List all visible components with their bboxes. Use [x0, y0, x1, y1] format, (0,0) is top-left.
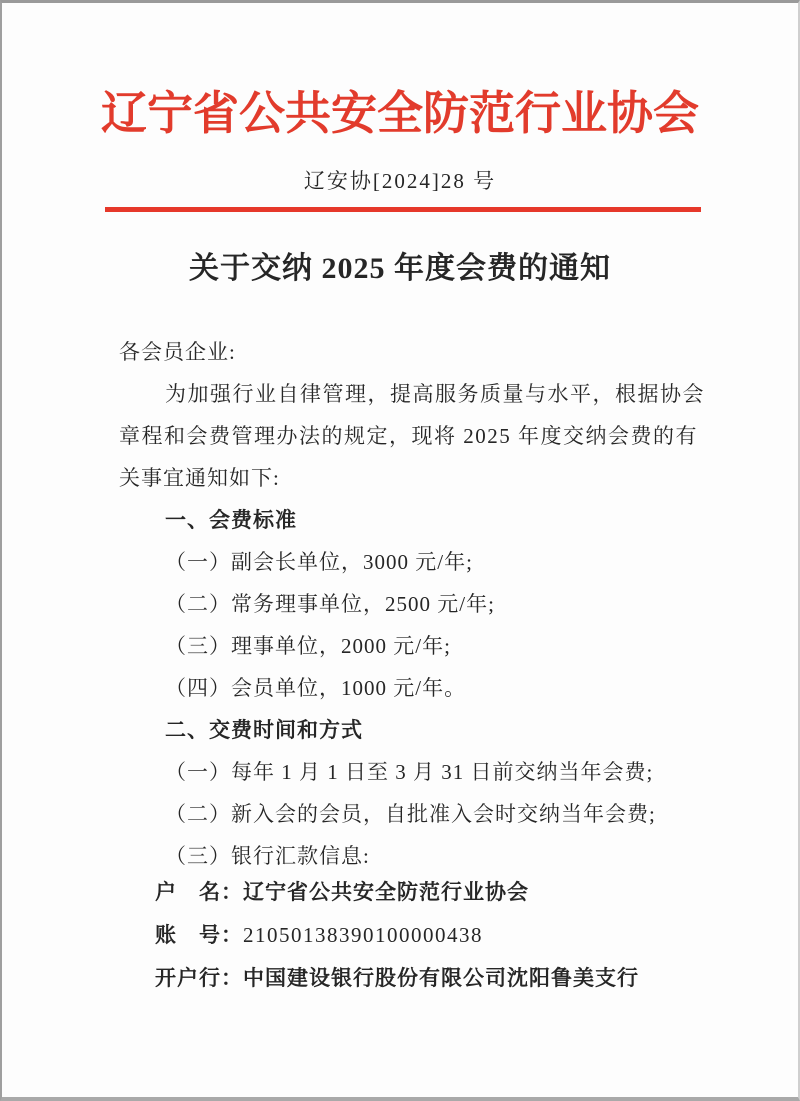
new-member-payment-item: （二）新入会的会员，自批准入会时交纳当年会费; [165, 802, 656, 826]
fee-item-vice-president-unit: （一）副会长单位，3000 元/年; [165, 550, 473, 574]
account-number-value: 21050138390100000438 [243, 923, 483, 947]
salutation: 各会员企业: [119, 340, 236, 364]
intro-paragraph-line: 为加强行业自律管理，提高服务质量与水平，根据协会 [165, 382, 705, 406]
intro-paragraph-line: 关事宜通知如下: [119, 466, 280, 490]
account-name-line [119, 871, 698, 914]
document-number: 辽安协[2024]28 号 [303, 169, 497, 193]
account-number-label: 账 号： [155, 923, 243, 947]
organization-title: 辽宁省公共安全防范行业协会 [101, 88, 699, 139]
bank-branch-line [119, 957, 698, 1000]
section2-heading: 二、交费时间和方式 [165, 718, 363, 742]
bank-remittance-info-item: （三）银行汇款信息: [165, 844, 370, 868]
account-name-value: 辽宁省公共安全防范行业协会 [243, 880, 529, 904]
bank-info-block [119, 871, 698, 1000]
fee-item-member-unit: （四）会员单位，1000 元/年。 [165, 676, 467, 700]
intro-paragraph-line: 章程和会费管理办法的规定，现将 2025 年度交纳会费的有 [119, 424, 698, 448]
fee-item-director-unit: （三）理事单位，2000 元/年; [165, 634, 451, 658]
notice-body [2, 331, 798, 1000]
payment-time-item: （一）每年 1 月 1 日至 3 月 31 日前交纳当年会费; [165, 760, 654, 784]
bank-branch-value: 中国建设银行股份有限公司沈阳鲁美支行 [243, 966, 639, 990]
account-number-line [119, 914, 698, 957]
account-name-label: 户 名： [155, 880, 243, 904]
notice-title: 关于交纳 2025 年度会费的通知 [189, 252, 611, 285]
red-divider-rule [105, 207, 701, 212]
section1-heading: 一、会费标准 [165, 508, 297, 532]
bank-branch-label: 开户行： [155, 966, 243, 990]
fee-item-standing-director-unit: （二）常务理事单位，2500 元/年; [165, 592, 495, 616]
